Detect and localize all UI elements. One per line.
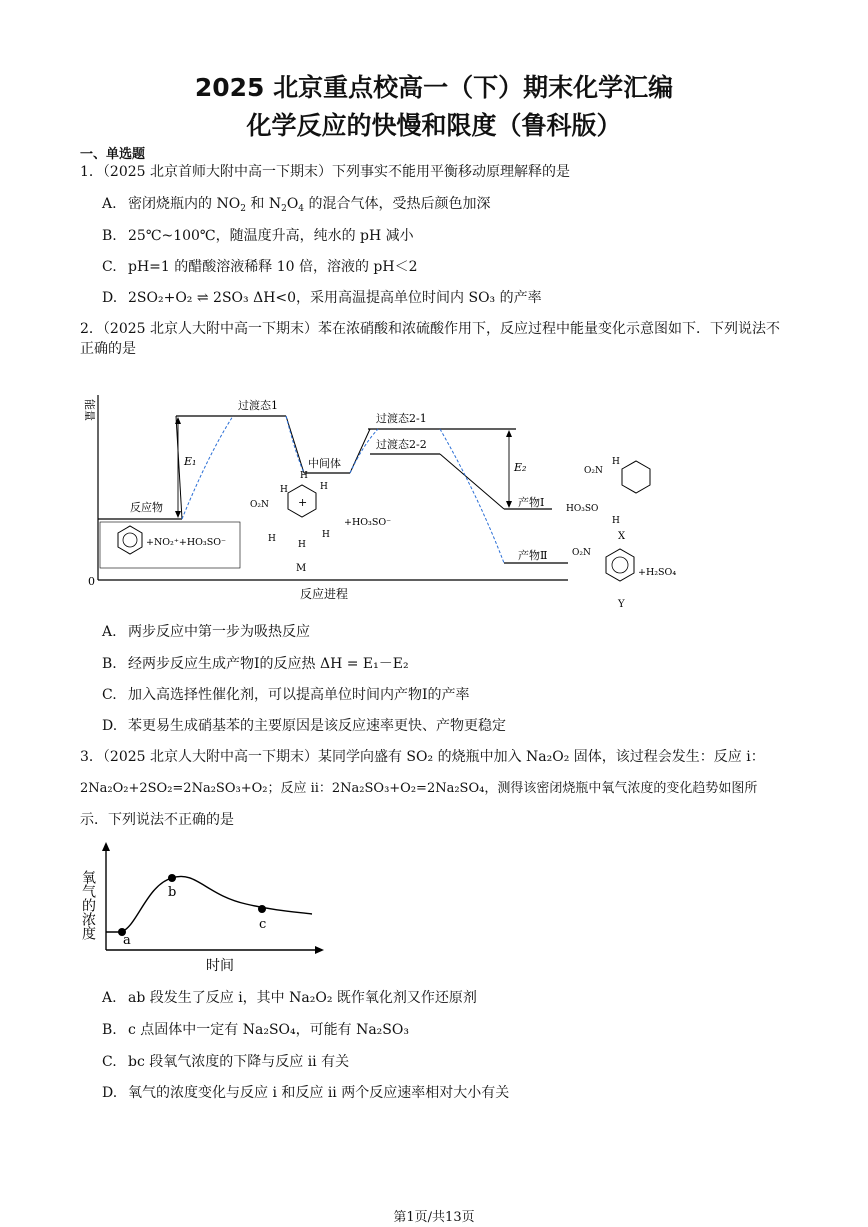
product-x-h2: H [612,516,620,526]
question-3-stem-line1: 3．（2025 北京人大附中高一下期末）某同学向盛有 SO₂ 的烧瓶中加入 Na₂O₂ 固体，该过程会发生：反应 i： [80,749,765,765]
option-letter: D. [102,1085,118,1101]
point-a-label: a [123,933,131,948]
q3-option-c [102,1052,349,1072]
point-c [258,905,266,913]
e1-label: E₁ [184,455,197,468]
option-letter: C. [102,687,117,703]
product-x-label: X [618,531,626,542]
concentration-curve [106,876,312,932]
e2-label: E₂ [514,461,527,474]
chart-x-label: 时间 [206,958,234,974]
option-letter: A. [102,990,117,1006]
e2-arrowhead-top [506,430,512,437]
question-3-stem-line2: 2Na₂O₂+2SO₂=2Na₂SO₃+O₂；反应 ii：2Na₂SO₃+O₂=2Na₂SO₄，测得该密闭烧瓶中氧气浓度的变化趋势如图所 [80,781,758,796]
product2-label: 产物Ⅱ [518,549,548,562]
rise-to-ts1 [176,416,182,519]
option-text: pH=1 的醋酸溶液稀释 10 倍，溶液的 pH＜2 [128,259,418,275]
option-text: O [286,196,299,212]
product-y-label: Y [618,599,625,610]
page-subtitle: 化学反应的快慢和限度（鲁科版） [246,111,622,140]
product-y-no2: O₂N [572,548,591,558]
oxygen-concentration-chart [76,840,326,975]
chart-y-label: 氧气的浓度 [80,870,96,940]
q2-option-d [102,716,506,736]
option-letter: A. [102,624,117,640]
q2-option-c [102,685,470,705]
product-x-hso3: HO₃SO [566,504,599,514]
intermediate-h4: H [268,534,276,544]
ts21-label: 过渡态2-1 [376,412,427,425]
question-2-stem: 2．（2025 北京人大附中高一下期末）苯在浓硝酸和浓硫酸作用下，反应过程中能量变化示意图如下．下列说法不正确的是 [80,321,780,357]
section-heading: 一、单选题 [80,147,146,162]
q3-option-b [102,1020,409,1040]
subscript: 4 [298,204,305,214]
question-3-stem-line3: 示．下列说法不正确的是 [80,812,234,828]
x-axis-label: 反应进程 [300,587,349,601]
option-text: 苯更易生成硝基苯的主要原因是该反应速率更快、产物更稳定 [128,718,506,734]
point-b-label: b [168,885,177,900]
q1-option-b [102,226,414,246]
option-text: 和 N [245,196,282,212]
option-letter: D. [102,290,118,306]
option-text: c 点固体中一定有 Na₂SO₄，可能有 Na₂SO₃ [128,1022,409,1038]
option-letter: B. [102,656,117,672]
option-text: ab 段发生了反应 i，其中 Na₂O₂ 既作氧化剂又作还原剂 [128,990,477,1006]
dashed-path-4 [440,429,504,563]
q2-option-a [102,622,310,642]
intermediate-h5: H [298,540,306,550]
option-text: bc 段氧气浓度的下降与反应 ii 有关 [128,1054,350,1070]
product-x-no2: O₂N [584,466,603,476]
option-text: 两步反应中第一步为吸热反应 [128,624,310,640]
product-y-aromatic [612,557,628,573]
option-text: 2SO₂+O₂ ⇌ 2SO₃ ΔH<0，采用高温提高单位时间内 SO₃ 的产率 [128,290,542,306]
ts22-label: 过渡态2-2 [376,438,427,451]
q2-option-b [102,654,409,674]
intermediate-h1: H [280,485,288,495]
product1-label: 产物Ⅰ [518,496,545,509]
fall-to-intermediate [286,416,304,473]
dashed-path-3 [350,429,378,473]
q3-option-d [102,1083,509,1103]
product-y-formula: +H₂SO₄ [638,567,677,578]
q1-option-a [102,194,490,219]
e1-arrowhead-bottom [175,511,181,518]
question-1-stem: 1．（2025 北京首师大附中高一下期末）下列事实不能用平衡移动原理解释的是 [80,164,570,180]
product-x-ring-icon [622,461,650,493]
product-y-ring-icon [606,549,634,581]
e2-arrowhead-bottom [506,501,512,508]
subscript: 2 [240,204,246,214]
option-text: 25℃~100℃，随温度升高，纯水的 pH 减小 [128,228,414,244]
q1-option-d [102,288,542,308]
option-text: 加入高选择性催化剂，可以提高单位时间内产物Ⅰ的产率 [128,687,470,703]
page-title: 2025 北京重点校高一（下）期末化学汇编 [194,73,674,102]
point-c-label: c [259,917,267,932]
fall-to-product1 [440,454,504,509]
y-axis-label: 能量 [83,399,96,421]
ts1-label: 过渡态1 [238,399,278,412]
intermediate-formula: +HO₃SO⁻ [344,517,392,528]
reactant-label: 反应物 [130,501,163,514]
option-text: 经两步反应生成产物Ⅰ的反应热 ΔH = E₁－E₂ [128,656,409,672]
option-letter: C. [102,1054,117,1070]
reactant-formula: +NO₂⁺+HO₃SO⁻ [146,537,227,548]
product-x-h1: H [612,457,620,467]
intermediate-h3: H [320,482,328,492]
option-letter: B. [102,228,117,244]
option-text: 的混合气体，受热后颜色加深 [304,196,491,212]
x-axis-arrow [315,946,324,954]
intermediate-h6: H [322,530,330,540]
subscript: 2 [281,204,287,214]
y-axis-arrow [102,842,110,851]
page-footer: 第1页/共13页 [393,1210,475,1225]
option-letter: B. [102,1022,117,1038]
option-text: 氧气的浓度变化与反应 i 和反应 ii 两个反应速率相对大小有关 [128,1085,510,1101]
energy-diagram [78,385,718,617]
option-text: 密闭烧瓶内的 NO [128,196,241,212]
plus-sign: + [298,496,308,509]
intermediate-no2: O₂N [250,500,269,510]
point-b [168,874,176,882]
intermediate-h2: H [300,471,308,481]
option-letter: D. [102,718,118,734]
origin-label: 0 [88,575,95,588]
intermediate-m-label: M [296,563,307,574]
benzene-ring-icon [118,526,142,554]
q1-option-c [102,257,418,277]
option-letter: C. [102,259,117,275]
option-letter: A. [102,196,117,212]
aromatic-circle [123,533,137,547]
intermediate-label: 中间体 [308,457,341,470]
q3-option-a [102,988,477,1008]
